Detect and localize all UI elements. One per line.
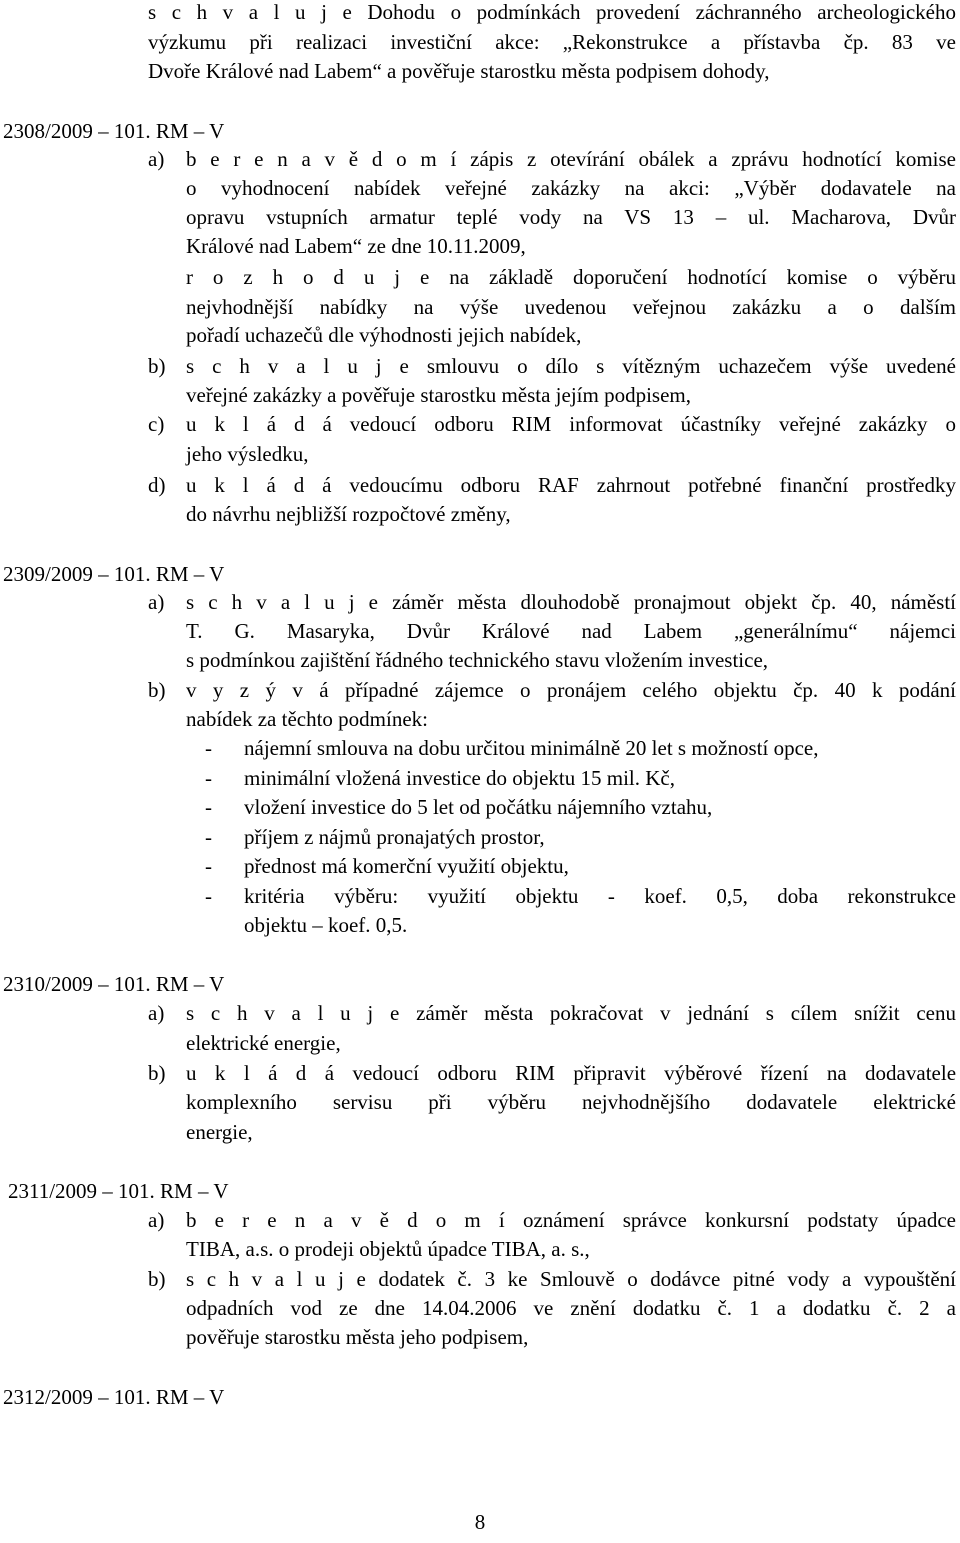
item-2308-a-line-3: opravu vstupních armatur teplé vody na VS 13 – ul. Macharova, Dvůr: [186, 205, 956, 229]
item-2309-a-line-3: s podmínkou zajištění řádného technického stavu vložením investice,: [186, 648, 769, 672]
item-2310-a-line-1: s c h v a l u j e záměr města pokračovat v jednání s cílem snížit cenu: [186, 1001, 956, 1025]
item-2310-b-line-2: komplexního servisu při výběru nejvhodnějšího dodavatele elektrické: [186, 1090, 956, 1114]
intro-line-3: Dvoře Králové nad Labem“ a pověřuje starostku města podpisem dohody,: [148, 59, 770, 83]
resolution-keyword: s c h v a l u j e: [186, 354, 409, 378]
item-2308-a2-line-2: nejvhodnější nabídky na výše uvedenou veřejnou zakázku a o dalším: [186, 295, 956, 319]
bullet-item: kritéria výběru: využití objektu - koef. 0,5, doba rekonstrukce: [244, 884, 956, 908]
item-2309-a-line-2: T. G. Masaryka, Dvůr Králové nad Labem „generálnímu“ nájemci: [186, 619, 956, 643]
bullet-dash: -: [205, 884, 212, 908]
resolution-keyword: u k l á d á: [186, 412, 332, 436]
resolution-heading-2312: 2312/2009 – 101. RM – V: [3, 1385, 225, 1409]
item-2308-d-line-2: do návrhu nejbližší rozpočtové změny,: [186, 502, 511, 526]
resolution-keyword: b e r e n a v ě d o m í: [186, 147, 457, 171]
bullet-dash: -: [205, 795, 212, 819]
item-2309-b-line-2: nabídek za těchto podmínek:: [186, 707, 429, 731]
item-label: b): [148, 678, 166, 702]
item-label: a): [148, 1208, 165, 1232]
resolution-heading-2308: 2308/2009 – 101. RM – V: [3, 119, 225, 143]
bullet-item: nájemní smlouva na dobu určitou minimálně 20 let s možností opce,: [244, 736, 819, 760]
resolution-heading-2309: 2309/2009 – 101. RM – V: [3, 562, 225, 586]
item-2310-b-line-1: u k l á d á vedoucí odboru RIM připravit výběrové řízení na dodavatele: [186, 1061, 957, 1085]
bullet-dash: -: [205, 854, 212, 878]
bullet-item: minimální vložená investice do objektu 15 mil. Kč,: [244, 766, 675, 790]
item-label: a): [148, 590, 165, 614]
bullet-dash: -: [205, 736, 212, 760]
item-label: c): [148, 412, 165, 436]
intro-line-1: s c h v a l u j e Dohodu o podmínkách provedení záchranného archeologického: [148, 0, 956, 24]
item-2311-a-line-2: TIBA, a.s. o prodeji objektů úpadce TIBA, a. s.,: [186, 1237, 590, 1261]
resolution-keyword: s c h v a l u j e: [186, 1267, 366, 1291]
bullet-item-continuation: objektu – koef. 0,5.: [244, 913, 408, 937]
item-2311-b-line-1: s c h v a l u j e dodatek č. 3 ke Smlouvě o dodávce pitné vody a vypouštění: [186, 1267, 956, 1291]
bullet-dash: -: [205, 766, 212, 790]
item-label: d): [148, 473, 166, 497]
resolution-keyword: v y z ý v á: [186, 678, 329, 702]
item-2309-a-line-1: s c h v a l u j e záměr města dlouhodobě pronajmout objekt čp. 40, náměstí: [186, 590, 957, 614]
resolution-heading-2311: 2311/2009 – 101. RM – V: [8, 1179, 229, 1203]
resolution-keyword: s c h v a l u j e: [186, 1001, 400, 1025]
item-label: b): [148, 1061, 166, 1085]
bullet-item: přednost má komerční využití objektu,: [244, 854, 569, 878]
item-2311-b-line-2: odpadních vod ze dne 14.04.2006 ve znění dodatku č. 1 a dodatku č. 2 a: [186, 1296, 956, 1320]
item-label: b): [148, 354, 166, 378]
item-2308-a-line-4: Králové nad Labem“ ze dne 10.11.2009,: [186, 234, 526, 258]
item-2308-a2-line-1: r o z h o d u j e na základě doporučení hodnotící komise o výběru: [186, 265, 956, 289]
bullet-item: vložení investice do 5 let od počátku nájemního vztahu,: [244, 795, 713, 819]
bullet-dash: -: [205, 825, 212, 849]
item-2311-b-line-3: pověřuje starostku města jeho podpisem,: [186, 1325, 529, 1349]
item-2308-d-line-1: u k l á d á vedoucímu odboru RAF zahrnout potřebné finanční prostředky: [186, 473, 957, 497]
item-2308-a2-line-3: pořadí uchazečů dle výhodnosti jejich nabídek,: [186, 323, 582, 347]
resolution-keyword: u k l á d á: [186, 1061, 335, 1085]
item-2308-a-line-1: b e r e n a v ě d o m í zápis z otevírání obálek a zprávu hodnotící komise: [186, 147, 956, 171]
item-2310-b-line-3: energie,: [186, 1120, 253, 1144]
resolution-keyword: s c h v a l u j e: [186, 590, 378, 614]
item-2309-b-line-1: v y z ý v á případné zájemce o pronájem celého objektu čp. 40 k podání: [186, 678, 956, 702]
bullet-item: příjem z nájmů pronajatých prostor,: [244, 825, 545, 849]
item-2311-a-line-1: b e r e n a v ě d o m í oznámení správce konkursní podstaty úpadce: [186, 1208, 957, 1232]
resolution-keyword: r o z h o d u j e: [186, 265, 430, 289]
page-number: 8: [474, 1510, 486, 1534]
resolution-keyword: s c h v a l u j e: [148, 0, 352, 24]
item-label: b): [148, 1267, 166, 1291]
resolution-keyword: u k l á d á: [186, 473, 332, 497]
item-2308-b-line-2: veřejné zakázky a pověřuje starostku města jejím podpisem,: [186, 383, 691, 407]
item-2310-a-line-2: elektrické energie,: [186, 1031, 341, 1055]
resolution-heading-2310: 2310/2009 – 101. RM – V: [3, 972, 225, 996]
item-label: a): [148, 1001, 165, 1025]
item-2308-c-line-1: u k l á d á vedoucí odboru RIM informovat účastníky veřejné zakázky o: [186, 412, 957, 436]
item-label: a): [148, 147, 165, 171]
item-2308-b-line-1: s c h v a l u j e smlouvu o dílo s vítězným uchazečem výše uvedené: [186, 354, 956, 378]
item-2308-a-line-2: o vyhodnocení nabídek veřejné zakázky na akci: „Výběr dodavatele na: [186, 176, 956, 200]
intro-line-2: výzkumu při realizaci investiční akce: „Rekonstrukce a přístavba čp. 83 ve: [148, 30, 956, 54]
item-2308-c-line-2: jeho výsledku,: [186, 442, 309, 466]
resolution-keyword: b e r e n a v ě d o m í: [186, 1208, 505, 1232]
